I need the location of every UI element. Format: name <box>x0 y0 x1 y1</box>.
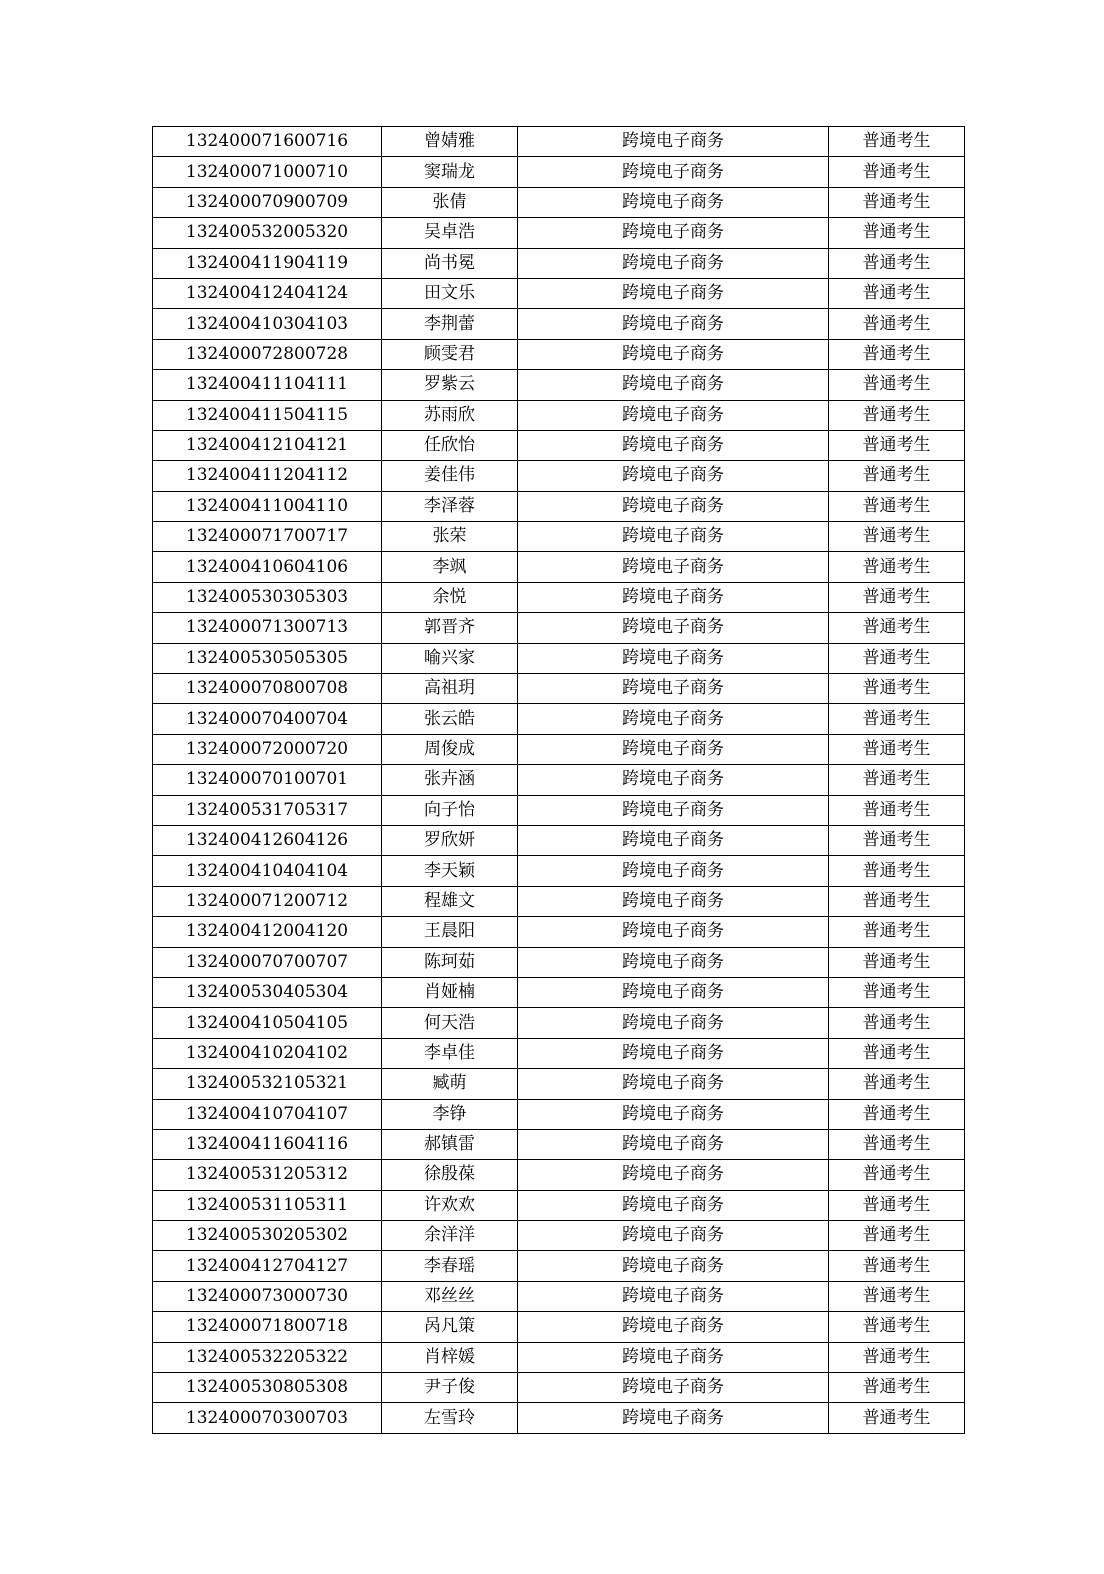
exam-id-cell: 132400071300713 <box>153 613 382 643</box>
student-name-cell: 左雪玲 <box>382 1403 518 1433</box>
exam-id-cell: 132400410504105 <box>153 1008 382 1038</box>
table-row <box>153 765 965 795</box>
exam-id-cell: 132400411604116 <box>153 1129 382 1159</box>
major-cell: 跨境电子商务 <box>518 157 829 187</box>
exam-id-cell: 132400530405304 <box>153 977 382 1007</box>
exam-id-cell: 132400412604126 <box>153 825 382 855</box>
major-cell: 跨境电子商务 <box>518 1008 829 1038</box>
major-cell: 跨境电子商务 <box>518 825 829 855</box>
major-cell: 跨境电子商务 <box>518 613 829 643</box>
candidate-type-cell: 普通考生 <box>829 1190 965 1220</box>
candidate-type-cell: 普通考生 <box>829 522 965 552</box>
major-cell: 跨境电子商务 <box>518 339 829 369</box>
major-cell: 跨境电子商务 <box>518 704 829 734</box>
exam-id-cell: 132400411004110 <box>153 491 382 521</box>
table-row <box>153 1251 965 1281</box>
student-name-cell: 邓丝丝 <box>382 1281 518 1311</box>
student-name-cell: 尚书冕 <box>382 248 518 278</box>
student-name-cell: 任欣怡 <box>382 430 518 460</box>
table-row <box>153 643 965 673</box>
table-row <box>153 1190 965 1220</box>
major-cell: 跨境电子商务 <box>518 1190 829 1220</box>
exam-id-cell: 132400070800708 <box>153 674 382 704</box>
exam-id-cell: 132400070900709 <box>153 187 382 217</box>
exam-id-cell: 132400071600716 <box>153 127 382 157</box>
candidate-type-cell: 普通考生 <box>829 917 965 947</box>
exam-id-cell: 132400412404124 <box>153 278 382 308</box>
exam-id-cell: 132400531105311 <box>153 1190 382 1220</box>
student-name-cell: 肖梓媛 <box>382 1342 518 1372</box>
student-name-cell: 喻兴家 <box>382 643 518 673</box>
student-name-cell: 顾雯君 <box>382 339 518 369</box>
major-cell: 跨境电子商务 <box>518 522 829 552</box>
student-name-cell: 李泽蓉 <box>382 491 518 521</box>
major-cell: 跨境电子商务 <box>518 1342 829 1372</box>
candidate-type-cell: 普通考生 <box>829 1342 965 1372</box>
major-cell: 跨境电子商务 <box>518 1099 829 1129</box>
major-cell: 跨境电子商务 <box>518 309 829 339</box>
table-row <box>153 1342 965 1372</box>
candidate-type-cell: 普通考生 <box>829 430 965 460</box>
exam-id-cell: 132400073000730 <box>153 1281 382 1311</box>
table-row <box>153 795 965 825</box>
table-row <box>153 1099 965 1129</box>
candidate-type-cell: 普通考生 <box>829 825 965 855</box>
student-name-cell: 高祖玥 <box>382 674 518 704</box>
table-row <box>153 1038 965 1068</box>
candidate-type-cell: 普通考生 <box>829 765 965 795</box>
exam-id-cell: 132400412704127 <box>153 1251 382 1281</box>
exam-id-cell: 132400071800718 <box>153 1312 382 1342</box>
student-name-cell: 郝镇雷 <box>382 1129 518 1159</box>
exam-id-cell: 132400071200712 <box>153 886 382 916</box>
candidate-type-cell: 普通考生 <box>829 1099 965 1129</box>
table-row <box>153 977 965 1007</box>
student-name-cell: 窦瑞龙 <box>382 157 518 187</box>
table-row <box>153 1403 965 1433</box>
candidate-type-cell: 普通考生 <box>829 218 965 248</box>
candidate-type-cell: 普通考生 <box>829 1038 965 1068</box>
table-row <box>153 552 965 582</box>
major-cell: 跨境电子商务 <box>518 795 829 825</box>
candidate-type-cell: 普通考生 <box>829 1160 965 1190</box>
exam-id-cell: 132400070400704 <box>153 704 382 734</box>
major-cell: 跨境电子商务 <box>518 400 829 430</box>
major-cell: 跨境电子商务 <box>518 1038 829 1068</box>
candidate-type-cell: 普通考生 <box>829 461 965 491</box>
table-row <box>153 1312 965 1342</box>
student-name-cell: 曾婧雅 <box>382 127 518 157</box>
student-name-cell: 程雄文 <box>382 886 518 916</box>
major-cell: 跨境电子商务 <box>518 1160 829 1190</box>
candidate-type-cell: 普通考生 <box>829 1251 965 1281</box>
table-row <box>153 917 965 947</box>
candidate-type-cell: 普通考生 <box>829 795 965 825</box>
candidate-type-cell: 普通考生 <box>829 400 965 430</box>
student-name-cell: 李荆蕾 <box>382 309 518 339</box>
candidate-type-cell: 普通考生 <box>829 370 965 400</box>
exam-id-cell: 132400411204112 <box>153 461 382 491</box>
exam-id-cell: 132400532105321 <box>153 1069 382 1099</box>
candidate-type-cell: 普通考生 <box>829 1312 965 1342</box>
student-name-cell: 尹子俊 <box>382 1373 518 1403</box>
exam-id-cell: 132400530505305 <box>153 643 382 673</box>
candidate-type-cell: 普通考生 <box>829 552 965 582</box>
major-cell: 跨境电子商务 <box>518 1221 829 1251</box>
major-cell: 跨境电子商务 <box>518 552 829 582</box>
student-name-cell: 苏雨欣 <box>382 400 518 430</box>
table-row <box>153 309 965 339</box>
table-row <box>153 1373 965 1403</box>
major-cell: 跨境电子商务 <box>518 734 829 764</box>
major-cell: 跨境电子商务 <box>518 582 829 612</box>
table-row <box>153 704 965 734</box>
candidate-type-cell: 普通考生 <box>829 491 965 521</box>
major-cell: 跨境电子商务 <box>518 127 829 157</box>
table-row <box>153 1129 965 1159</box>
major-cell: 跨境电子商务 <box>518 674 829 704</box>
exam-id-cell: 132400411904119 <box>153 248 382 278</box>
exam-id-cell: 132400070100701 <box>153 765 382 795</box>
candidate-type-cell: 普通考生 <box>829 582 965 612</box>
candidate-type-cell: 普通考生 <box>829 187 965 217</box>
candidate-type-cell: 普通考生 <box>829 1008 965 1038</box>
candidate-type-cell: 普通考生 <box>829 734 965 764</box>
student-name-cell: 田文乐 <box>382 278 518 308</box>
student-name-cell: 余悦 <box>382 582 518 612</box>
table-row <box>153 1008 965 1038</box>
table-row <box>153 734 965 764</box>
exam-id-cell: 132400410404104 <box>153 856 382 886</box>
major-cell: 跨境电子商务 <box>518 430 829 460</box>
major-cell: 跨境电子商务 <box>518 917 829 947</box>
table-body <box>153 127 965 1434</box>
major-cell: 跨境电子商务 <box>518 1129 829 1159</box>
exam-id-cell: 132400410704107 <box>153 1099 382 1129</box>
major-cell: 跨境电子商务 <box>518 187 829 217</box>
candidate-type-cell: 普通考生 <box>829 674 965 704</box>
candidate-type-cell: 普通考生 <box>829 886 965 916</box>
major-cell: 跨境电子商务 <box>518 248 829 278</box>
student-list-table <box>152 126 965 1434</box>
table-row <box>153 339 965 369</box>
exam-id-cell: 132400412004120 <box>153 917 382 947</box>
student-name-cell: 何天浩 <box>382 1008 518 1038</box>
exam-id-cell: 132400070300703 <box>153 1403 382 1433</box>
major-cell: 跨境电子商务 <box>518 1069 829 1099</box>
candidate-type-cell: 普通考生 <box>829 127 965 157</box>
exam-id-cell: 132400412104121 <box>153 430 382 460</box>
major-cell: 跨境电子商务 <box>518 1251 829 1281</box>
table-row <box>153 1221 965 1251</box>
table-row <box>153 674 965 704</box>
exam-id-cell: 132400072800728 <box>153 339 382 369</box>
table-row <box>153 370 965 400</box>
candidate-type-cell: 普通考生 <box>829 947 965 977</box>
candidate-type-cell: 普通考生 <box>829 613 965 643</box>
candidate-type-cell: 普通考生 <box>829 157 965 187</box>
table-row <box>153 613 965 643</box>
table-row <box>153 886 965 916</box>
table-row <box>153 400 965 430</box>
major-cell: 跨境电子商务 <box>518 1312 829 1342</box>
student-name-cell: 李铮 <box>382 1099 518 1129</box>
student-name-cell: 罗紫云 <box>382 370 518 400</box>
student-name-cell: 吴卓浩 <box>382 218 518 248</box>
candidate-type-cell: 普通考生 <box>829 1281 965 1311</box>
table-row <box>153 127 965 157</box>
exam-id-cell: 132400071000710 <box>153 157 382 187</box>
student-name-cell: 张卉涵 <box>382 765 518 795</box>
table-row <box>153 522 965 552</box>
table-row <box>153 430 965 460</box>
candidate-type-cell: 普通考生 <box>829 1373 965 1403</box>
exam-id-cell: 132400072000720 <box>153 734 382 764</box>
student-name-cell: 李飒 <box>382 552 518 582</box>
table-row <box>153 1281 965 1311</box>
candidate-type-cell: 普通考生 <box>829 278 965 308</box>
table-row <box>153 278 965 308</box>
major-cell: 跨境电子商务 <box>518 370 829 400</box>
student-name-cell: 姜佳伟 <box>382 461 518 491</box>
student-name-cell: 李卓佳 <box>382 1038 518 1068</box>
candidate-type-cell: 普通考生 <box>829 643 965 673</box>
exam-id-cell: 132400532205322 <box>153 1342 382 1372</box>
table-row <box>153 157 965 187</box>
student-name-cell: 向子怡 <box>382 795 518 825</box>
candidate-type-cell: 普通考生 <box>829 1129 965 1159</box>
student-name-cell: 徐殷葆 <box>382 1160 518 1190</box>
exam-id-cell: 132400530205302 <box>153 1221 382 1251</box>
table-row <box>153 1160 965 1190</box>
candidate-type-cell: 普通考生 <box>829 977 965 1007</box>
exam-id-cell: 132400530805308 <box>153 1373 382 1403</box>
table-row <box>153 856 965 886</box>
candidate-type-cell: 普通考生 <box>829 309 965 339</box>
major-cell: 跨境电子商务 <box>518 947 829 977</box>
exam-id-cell: 132400532005320 <box>153 218 382 248</box>
table-row <box>153 825 965 855</box>
major-cell: 跨境电子商务 <box>518 491 829 521</box>
exam-id-cell: 132400411504115 <box>153 400 382 430</box>
exam-id-cell: 132400530305303 <box>153 582 382 612</box>
student-name-cell: 李春瑶 <box>382 1251 518 1281</box>
table-row <box>153 218 965 248</box>
major-cell: 跨境电子商务 <box>518 278 829 308</box>
student-name-cell: 张云皓 <box>382 704 518 734</box>
student-name-cell: 张荣 <box>382 522 518 552</box>
student-name-cell: 郭晋齐 <box>382 613 518 643</box>
candidate-type-cell: 普通考生 <box>829 1221 965 1251</box>
major-cell: 跨境电子商务 <box>518 218 829 248</box>
student-name-cell: 许欢欢 <box>382 1190 518 1220</box>
table-row <box>153 582 965 612</box>
student-name-cell: 张倩 <box>382 187 518 217</box>
major-cell: 跨境电子商务 <box>518 977 829 1007</box>
major-cell: 跨境电子商务 <box>518 643 829 673</box>
candidate-type-cell: 普通考生 <box>829 1403 965 1433</box>
major-cell: 跨境电子商务 <box>518 1373 829 1403</box>
major-cell: 跨境电子商务 <box>518 856 829 886</box>
major-cell: 跨境电子商务 <box>518 886 829 916</box>
student-name-cell: 周俊成 <box>382 734 518 764</box>
student-name-cell: 呙凡策 <box>382 1312 518 1342</box>
exam-id-cell: 132400410304103 <box>153 309 382 339</box>
exam-id-cell: 132400531205312 <box>153 1160 382 1190</box>
student-name-cell: 余洋洋 <box>382 1221 518 1251</box>
candidate-type-cell: 普通考生 <box>829 704 965 734</box>
student-name-cell: 陈珂茹 <box>382 947 518 977</box>
exam-id-cell: 132400531705317 <box>153 795 382 825</box>
exam-id-cell: 132400410204102 <box>153 1038 382 1068</box>
student-name-cell: 臧萌 <box>382 1069 518 1099</box>
exam-id-cell: 132400410604106 <box>153 552 382 582</box>
exam-id-cell: 132400411104111 <box>153 370 382 400</box>
candidate-type-cell: 普通考生 <box>829 339 965 369</box>
student-name-cell: 王晨阳 <box>382 917 518 947</box>
exam-id-cell: 132400071700717 <box>153 522 382 552</box>
candidate-type-cell: 普通考生 <box>829 248 965 278</box>
table-row <box>153 947 965 977</box>
table-row <box>153 248 965 278</box>
major-cell: 跨境电子商务 <box>518 765 829 795</box>
student-name-cell: 肖娅楠 <box>382 977 518 1007</box>
table-row <box>153 1069 965 1099</box>
candidate-type-cell: 普通考生 <box>829 1069 965 1099</box>
table-row <box>153 461 965 491</box>
candidate-type-cell: 普通考生 <box>829 856 965 886</box>
major-cell: 跨境电子商务 <box>518 461 829 491</box>
major-cell: 跨境电子商务 <box>518 1403 829 1433</box>
student-name-cell: 罗欣妍 <box>382 825 518 855</box>
exam-id-cell: 132400070700707 <box>153 947 382 977</box>
table-row <box>153 187 965 217</box>
major-cell: 跨境电子商务 <box>518 1281 829 1311</box>
student-name-cell: 李天颖 <box>382 856 518 886</box>
table-row <box>153 491 965 521</box>
